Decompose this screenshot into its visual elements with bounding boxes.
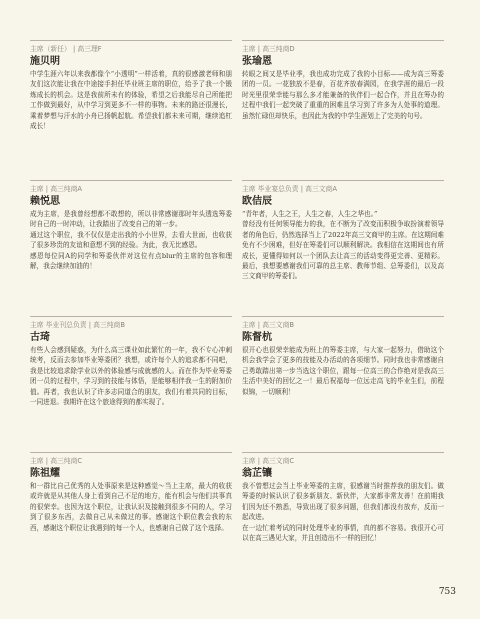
yearbook-page: [30, 40, 456, 600]
profile-card: [242, 452, 444, 605]
profile-name: 赖悦思: [30, 196, 60, 207]
profile-card: [30, 180, 232, 323]
profile-card: [242, 40, 444, 173]
profile-role: 主席 | 高三纯商D: [242, 40, 444, 54]
profile-text: 我不曾想过会当上毕业筹委的主席，很感谢当时推荐我的朋友们。做筹委的时候认识了很多新朋友、新伙伴，大家都非常友善！在前期我们因为还不熟悉，导致出现了很多问题，但我们都没有放弃，反而一起改进。 在一边忙着考试的同时处理毕业的事情，真的都不容易。我很开心可以在高三遇见大家，并且创造出不一样的回忆！: [242, 482, 444, 543]
profile-text: 中学生涯六年以来我都像个“小透明”一样活着，真的很感激老师和朋友们这次能让我在中途接手担任毕业班主席的职位，给予了我一个锻炼成长的机会。这是我前所未有的体验，希望之后我能尽自己所能把工作做到最好，从中学习到更多不一样的事物。未来的路还很漫长，乘着梦想与汗水的小舟已扬帆起航。希望我们都未来可期，继续追杠成长！: [30, 70, 232, 131]
profile-name: 翁芷镶: [242, 468, 272, 479]
profile-text: 成为主席，是我曾经想都不敢想的，所以非常感谢那时年头透选筹委时自己的一时冲动，让我踏出了改变自己的第一步。 通过这个职位，我不仅仅是走出我的小小世界，去看大世面，也收获了很多珍贵的友谊和意想不到的经验。为此，我无比感恩。 感恩每位同A的同学和筹委伙伴对这位有点blur的主席的包容和理解，我会继续加油的！: [30, 210, 232, 271]
profile-card: [30, 452, 232, 605]
profile-name: 施贝明: [30, 56, 60, 67]
profile-role: 主席 毕业宴总负责 | 高三文商A: [242, 180, 444, 194]
profile-card: [242, 180, 444, 323]
profile-text: 和一群比自己优秀的人处事原来是这种感觉～当上主席，最大的收获或许就是从其他人身上看到自己不足的地方，能有机会与他们共事真的很荣幸。也因为这个职位，让我认识及接触到很多不同的人，学习到了很多东西，去做自己从未做过的事。感谢这个职位教会我的东西，感谢这个职位让我遇到的每一个人，也感谢自己做了这个选择。: [30, 482, 232, 532]
page-number: 753: [438, 587, 456, 597]
profile-text: 有些人会感到疑惑，为什么高三课业如此繁忙的一年，我不专心冲刺统考，反而去参加毕业筹委团？我想，或许每个人的追求都不同吧，我是比较追求除学业以外的体验感与成就感的人。而在作为毕业筹委团一员的过程中，学习到的技能与体悟，是能够相伴我一生的附加价值。再者，我也认识了许多志同道合的朋友，我们有着共同的目标，一同进退。我期许在这个旅途得到的都实现了。: [30, 346, 232, 407]
profile-role: 主席 | 高三文商C: [242, 452, 444, 466]
profile-card: [242, 316, 444, 459]
profile-text: 很开心也很荣幸能成为班上的筹委主席，与大家一起努力，借助这个机会我学会了更多的技能及办活动的各项细节。同时我也非常感谢自己勇敢踏出第一步当选这个职位，跟每一位高三的合作绝对是我高三生活中美好的回忆之一！最后祝福每一位远走高飞的毕业生们，前程似锦，一切顺利！: [242, 346, 444, 396]
profile-text: 转眼之间又是毕业季，我也成功完成了我的小目标——成为高三筹委团的一员。一花独放不是春，百花齐放春满园，在我学涯的最后一段时光里很荣幸能与那么多才能兼备的伙伴们一起合作，并且在筹办的过程中我们一起突破了重重的困难且学习到了许多为人处事的道理。虽然忙碌但却快乐，也因此为我的中学生涯划上了完美的句号。: [242, 70, 444, 120]
profile-name: 陈祖耀: [30, 468, 60, 479]
profile-name: 古琦: [30, 332, 50, 343]
profile-role: 主席 | 高三纯商C: [30, 452, 232, 466]
profile-role: 主席 | 高三文商B: [242, 316, 444, 330]
profile-name: 陈督杭: [242, 332, 272, 343]
profile-role: 主席（新任） | 高三理F: [30, 40, 232, 54]
profile-text: “青年者，人生之王，人生之春，人生之华也。” 曾经没有任何领导能力的我，在不断为了改变而积极争取扮演着领导者的角色后，仍然选择当上了2022年高三文商甲的主席。在这期间难免有不少困难，但好在筹委们可以顺利解决。我相信在这期间也有所成长，更懂得如何以一个团队去让高三的活动变得更完善、更精彩。最后，我想要感谢我们可靠的总主席、教师节组、总筹委们，以及高三文商甲的筹委们。: [242, 210, 444, 281]
profile-role: 主席 | 高三纯商A: [30, 180, 232, 194]
profile-name: 欧佶辰: [242, 196, 272, 207]
profile-card: [30, 40, 232, 173]
profile-name: 张瑜恩: [242, 56, 272, 67]
profile-card: [30, 316, 232, 459]
profile-role: 主席 毕业刊总负责 | 高三纯商B: [30, 316, 232, 330]
